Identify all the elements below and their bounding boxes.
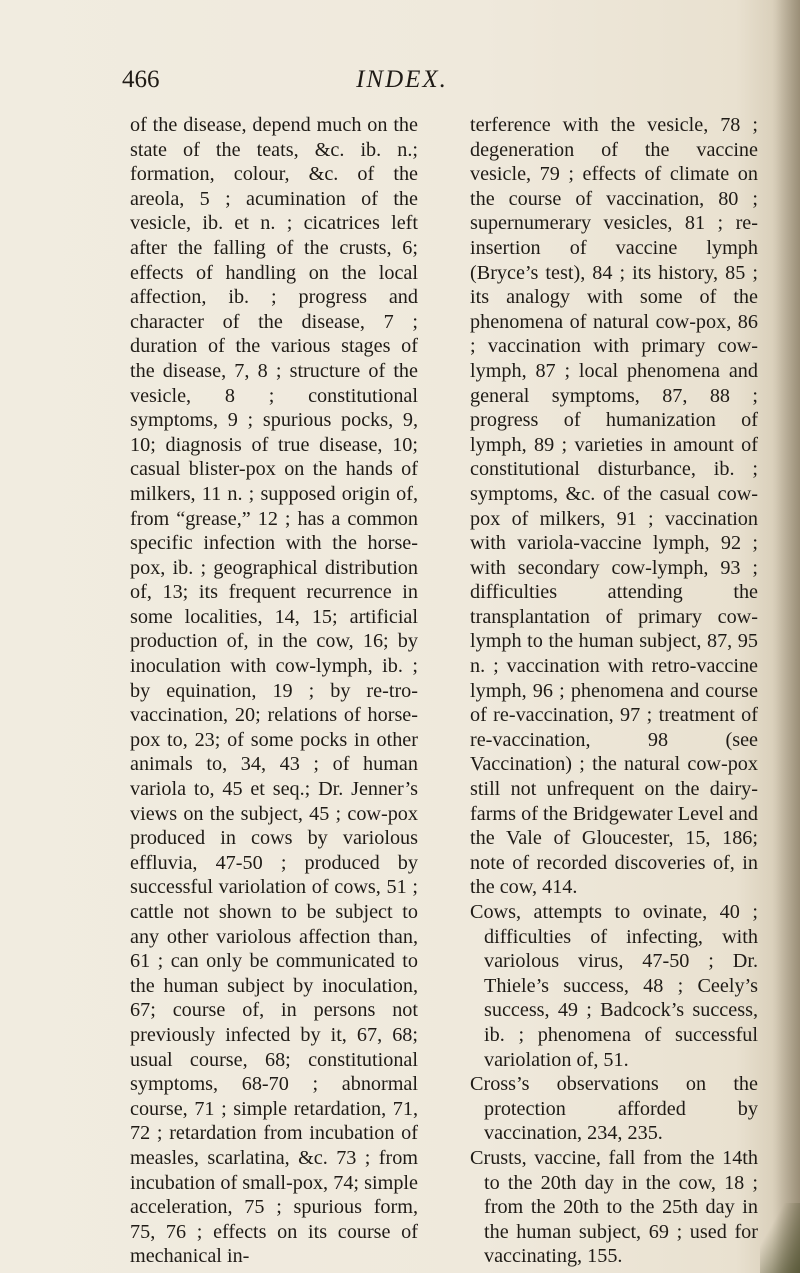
page-edge-shadow — [772, 0, 800, 1273]
right-column — [470, 113, 758, 1269]
left-column — [130, 113, 418, 1269]
index-entry-crusts: Crusts, vaccine, fall from the 14th to the 20th day in the cow, 18 ; from the 20th to the 25th day in the human subject, 69 ; used for vaccinating, 155. — [470, 1146, 758, 1268]
index-entry-continuation: of the disease, depend much on the state of the teats, &c. ib. n.; formation, colour, &c. of the areola, 5 ; acumination of the vesicle, ib. et n. ; cicatrices left after the falling of the crusts, 6; effects of handling on the local affection, ib. ; progress and character of the disease, 7 ; duration of the various stages of the disease, 7, 8 ; structure of the vesicle, 8 ; constitutional symptoms, 9 ; spurious pocks, 9, 10; diagnosis of true disease, 10; casual blister-pox on the hands of milkers, 11 n. ; supposed origin of, from “grease,” 12 ; has a common specific infection with the horse-pox, ib. ; geographical distribution of, 13; its frequent recurrence in some localities, 14, 15; artificial production of, in the cow, 16; by inoculation with cow-lymph, ib. ; by equination, 19 ; by re-tro-vaccination, 20; relations of horse-pox to, 23; of some pocks in other animals to, 34, 43 ; of human variola to, 45 et seq.; Dr. Jenner’s views on the subject, 45 ; cow-pox produced in cows by variolous effluvia, 47-50 ; produced by successful variolation of cows, 51 ; cattle not shown to be subject to any other variolous affection than, 61 ; can only be communicated to the human subject by inoculation, 67; course of, in persons not previously infected by it, 67, 68; usual course, 68; constitutional symptoms, 68-70 ; abnormal course, 71 ; simple retardation, 71, 72 ; retardation from incubation of measles, scarlatina, &c. 73 ; from incubation of small-pox, 74; simple acceleration, 75 ; spurious form, 75, 76 ; effects on its course of mechanical in- — [130, 114, 418, 1268]
running-head: INDEX. — [356, 66, 448, 93]
page-header — [122, 62, 682, 102]
index-entry-continuation: terference with the vesicle, 78 ; degeneration of the vaccine vesicle, 79 ; effects of climate on the course of vaccination, 80 ; supernumerary vesicles, 81 ; re-insertion of vaccine lymph (Bryce’s test), 84 ; its history, 85 ; its analogy with some of the phenomena of natural cow-pox, 86 ; vaccination with primary cow-lymph, 87 ; local phenomena and general symptoms, 87, 88 ; progress of humanization of lymph, 89 ; varieties in amount of constitutional disturbance, ib. ; symptoms, &c. of the casual cow-pox of milkers, 91 ; vaccination with variola-vaccine lymph, 92 ; with secondary cow-lymph, 93 ; difficulties attending the transplantation of primary cow-lymph to the human subject, 87, 95 n. ; vaccination with retro-vaccine lymph, 96 ; phenomena and course of re-vaccination, 97 ; treatment of re-vaccination, 98 (see Vaccination) ; the natural cow-pox still not unfrequent on the dairy-farms of the Bridgewater Level and the Vale of Gloucester, 15, 186; note of recorded discoveries of, in the cow, 414. — [470, 114, 758, 899]
page-edge-mark — [760, 1203, 800, 1273]
index-entry-cows: Cows, attempts to ovinate, 40 ; difficulties of infecting, with variolous virus, 47-50 ; Dr. Thiele’s success, 48 ; Ceely’s success, 49 ; Badcock’s success, ib. ; phenomena of successful variolation of, 51. — [470, 901, 758, 1071]
index-entry-cross: Cross’s observations on the protection afforded by vaccination, 234, 235. — [470, 1073, 758, 1145]
page-number: 466 — [122, 66, 160, 93]
